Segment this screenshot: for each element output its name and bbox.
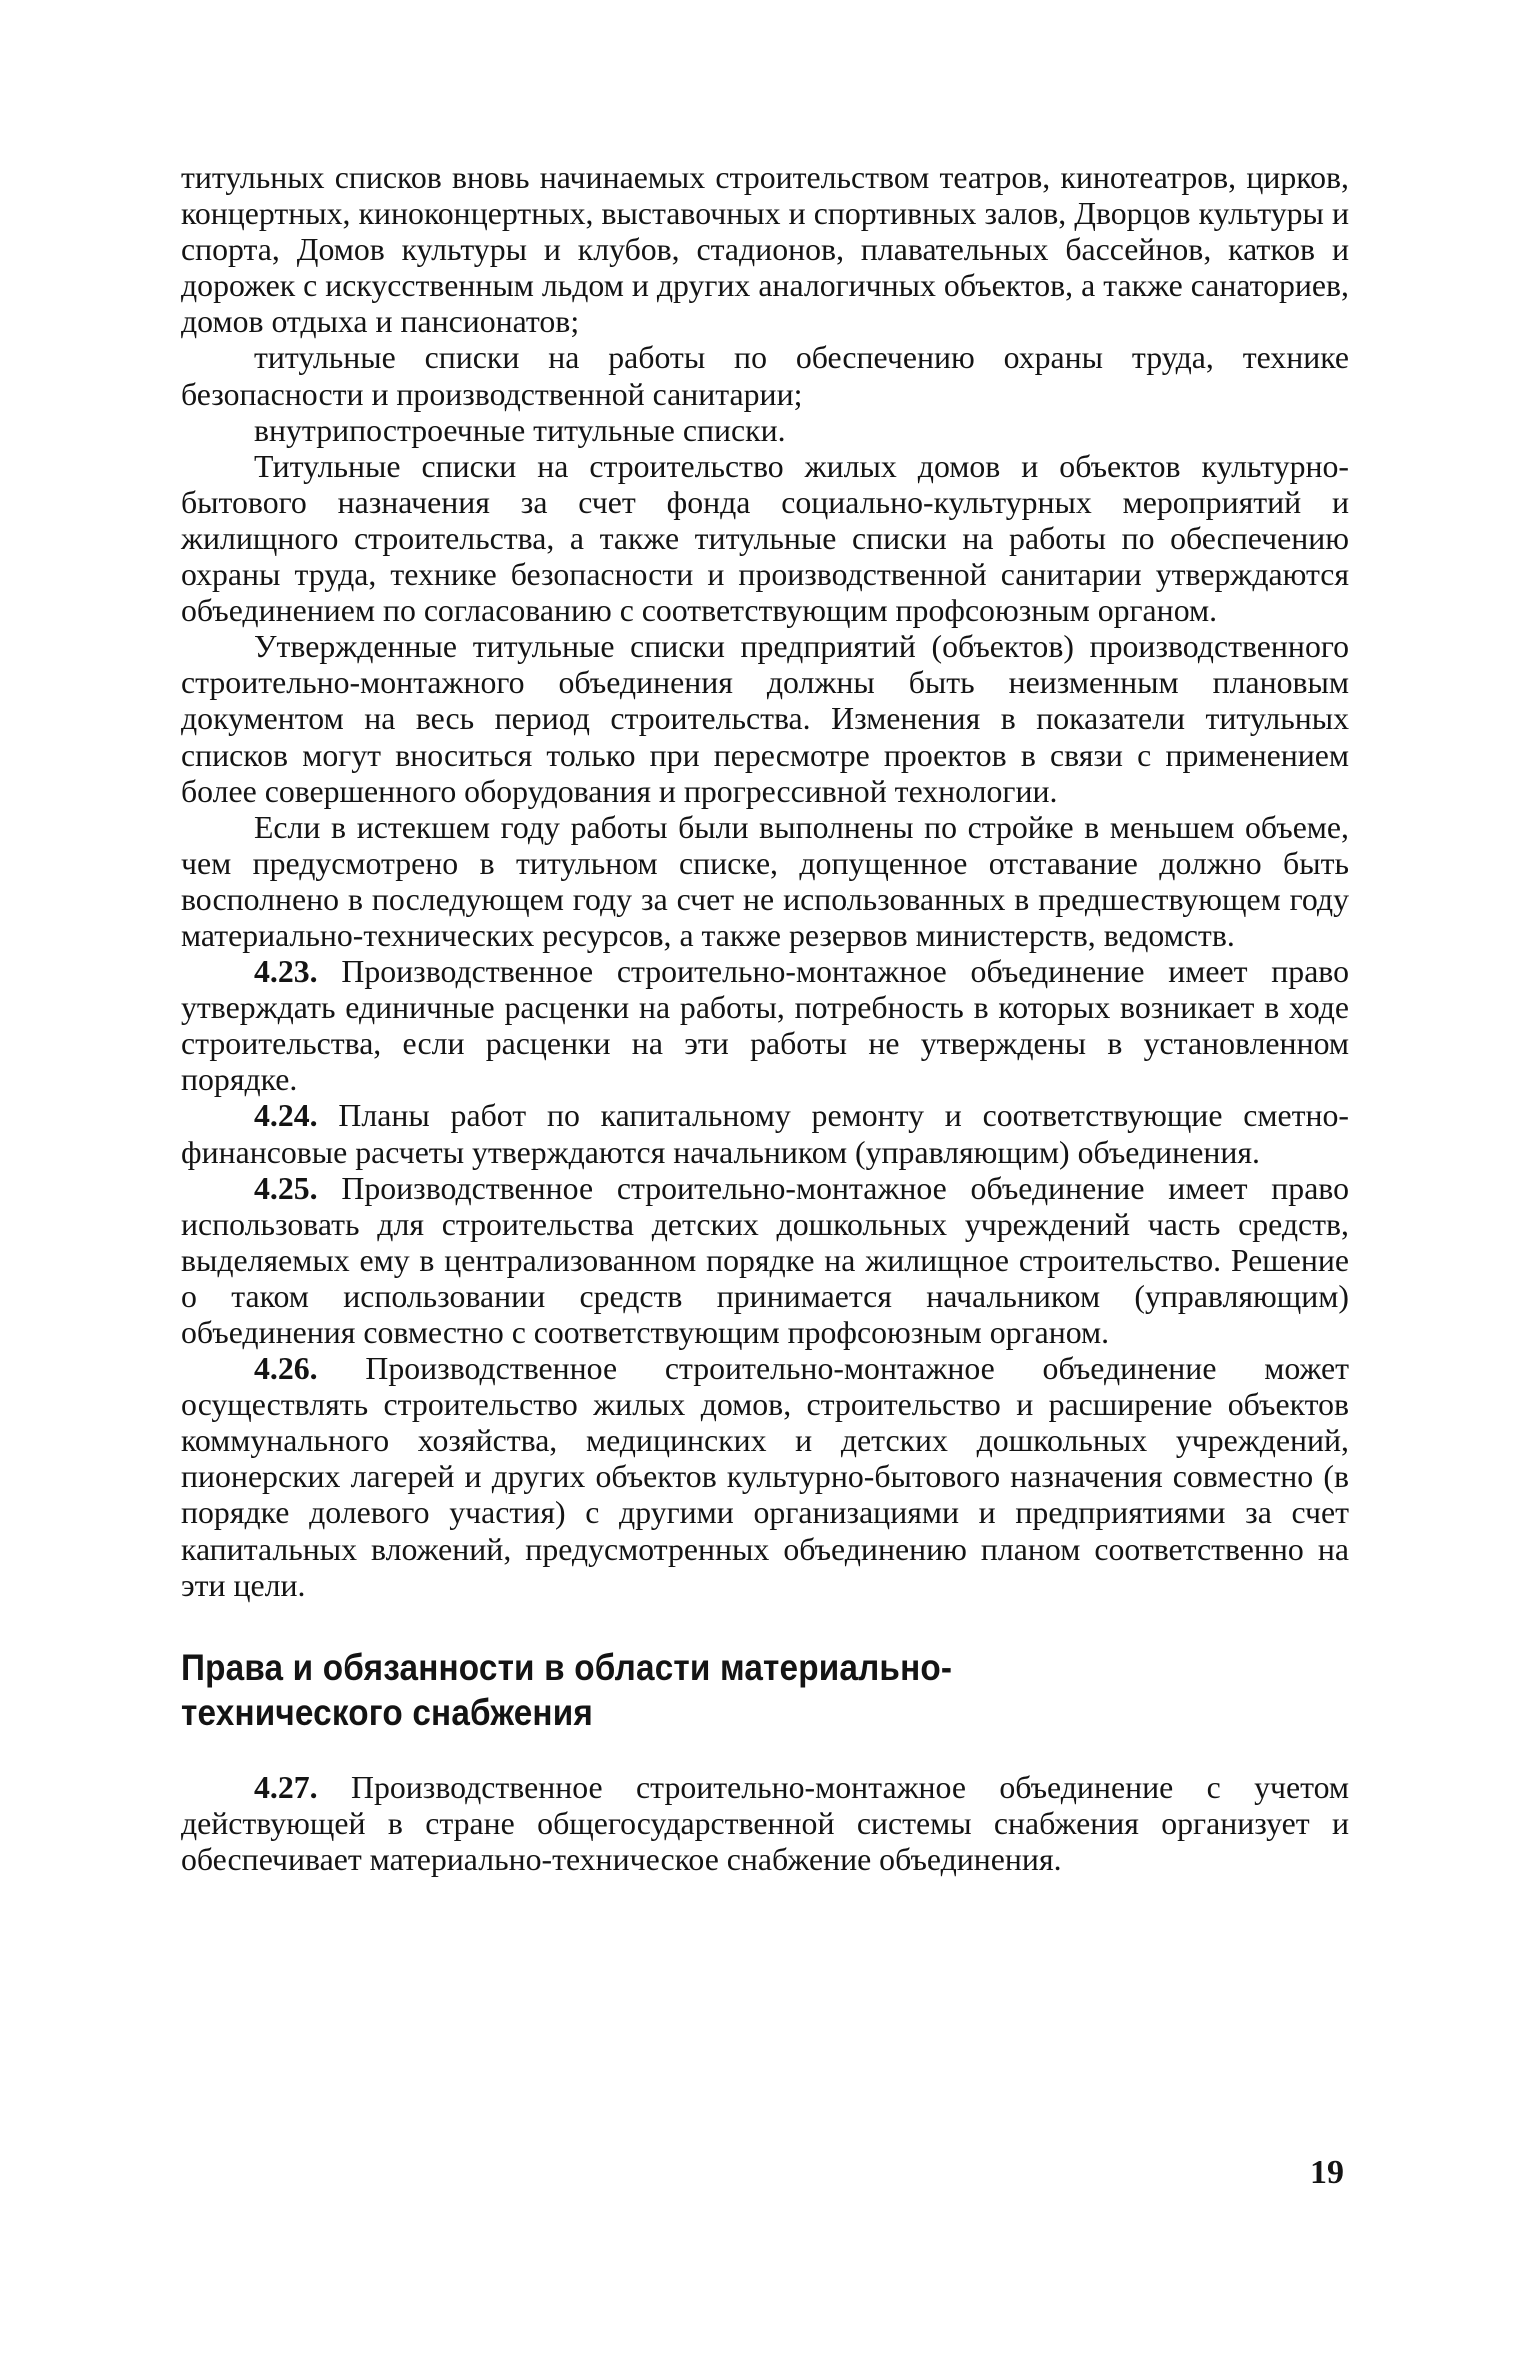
paragraph-number: 4.27. bbox=[254, 1769, 318, 1805]
paragraph-text: Производственное строительно-монтажное объединение имеет право использовать для строительства детских дошкольных учреждений часть средств, выделяемых ему в централизованном порядке на жилищное строительство. Решение о таком использовании средств принимается начальником (управляющим) объединения совместно с соответствующим профсоюзным органом. bbox=[181, 1170, 1350, 1350]
paragraph-housing-lists bbox=[181, 449, 1349, 629]
paragraph-labor-safety-lists bbox=[181, 340, 1349, 412]
paragraph-approved-lists bbox=[181, 629, 1349, 809]
paragraph-number: 4.25. bbox=[254, 1170, 318, 1206]
paragraph-text: Утвержденные титульные списки предприятий (объектов) производственного строительно-монтажного объединения должны быть неизменным плановым документом на весь период строительства. Изменения в показатели титульных списков могут вноситься только при пересмотре проектов в связи с применением более совершенного оборудования и прогрессивной технологии. bbox=[181, 629, 1349, 809]
paragraph-number: 4.24. bbox=[254, 1098, 318, 1134]
paragraph-number: 4.23. bbox=[254, 954, 318, 990]
paragraph-4-25 bbox=[181, 1171, 1349, 1351]
paragraph-text: внутрипостроечные титульные списки. bbox=[254, 412, 786, 448]
section-heading-line-1: Права и обязанности в области материально- bbox=[181, 1646, 953, 1688]
paragraph-text: Производственное строительно-монтажное объединение может осуществлять строительство жилых домов, строительство и расширение объектов коммунального хозяйства, медицинских и детских дошкольных учреждений, пионерских лагерей и других объектов культурно-бытового назначения совместно (в порядке долевого участия) с другими организациями и предприятиями за счет капитальных вложений, предусмотренных объединению планом соответственно на эти цели. bbox=[181, 1351, 1350, 1603]
paragraph-lag-compensation bbox=[181, 810, 1349, 954]
paragraph-text: Если в истекшем году работы были выполнены по стройке в меньшем объеме, чем предусмотрено в титульном списке, допущенное отставание должно быть восполнено в последующем году за счет не использованных в предшествующем году материально-технических ресурсов, а также резервов министерств, ведомств. bbox=[181, 809, 1349, 953]
paragraph-4-24 bbox=[181, 1098, 1349, 1170]
paragraph-4-27 bbox=[181, 1770, 1349, 1878]
paragraph-text: Производственное строительно-монтажное объединение с учетом действующей в стране общегосударственной системы снабжения организует и обеспечивает материально-техническое снабжение объединения. bbox=[181, 1769, 1349, 1877]
paragraph-number: 4.26. bbox=[254, 1351, 318, 1387]
paragraph-text: Планы работ по капитальному ремонту и соответствующие сметно-финансовые расчеты утверждаются начальником (управляющим) объединения. bbox=[181, 1098, 1350, 1170]
paragraph-title-lists-continuation bbox=[181, 160, 1349, 340]
paragraph-text: титульные списки на работы по обеспечению охраны труда, технике безопасности и производственной санитарии; bbox=[181, 340, 1349, 412]
paragraph-text: Производственное строительно-монтажное объединение имеет право утверждать единичные расценки на работы, потребность в которых возникает в ходе строительства, если расценки на эти работы не утверждены в установленном порядке. bbox=[181, 954, 1350, 1098]
paragraph-text: титульных списков вновь начинаемых строительством театров, кинотеатров, цирков, концертных, киноконцертных, выставочных и спортивных залов, Дворцов культуры и спорта, Домов культуры и клубов, стадионов, плавательных бассейнов, катков и дорожек с искусственным льдом и других аналогичных объектов, а также санаториев, домов отдыха и пансионатов; bbox=[181, 160, 1349, 340]
paragraph-4-26 bbox=[181, 1351, 1349, 1604]
paragraph-internal-lists bbox=[181, 413, 1349, 449]
paragraph-text: Титульные списки на строительство жилых домов и объектов культурно-бытового назначения за счет фонда социально-культурных мероприятий и жилищного строительства, а также титульные списки на работы по обеспечению охраны труда, технике безопасности и производственной санитарии утверждаются объединением по согласованию с соответствующим профсоюзным органом. bbox=[181, 448, 1349, 629]
section-heading-line-2: технического снабжения bbox=[181, 1691, 593, 1733]
section-heading bbox=[181, 1645, 1232, 1735]
page-body bbox=[181, 160, 1349, 1878]
paragraph-4-23 bbox=[181, 954, 1349, 1098]
page-number: 19 bbox=[1310, 2154, 1344, 2191]
